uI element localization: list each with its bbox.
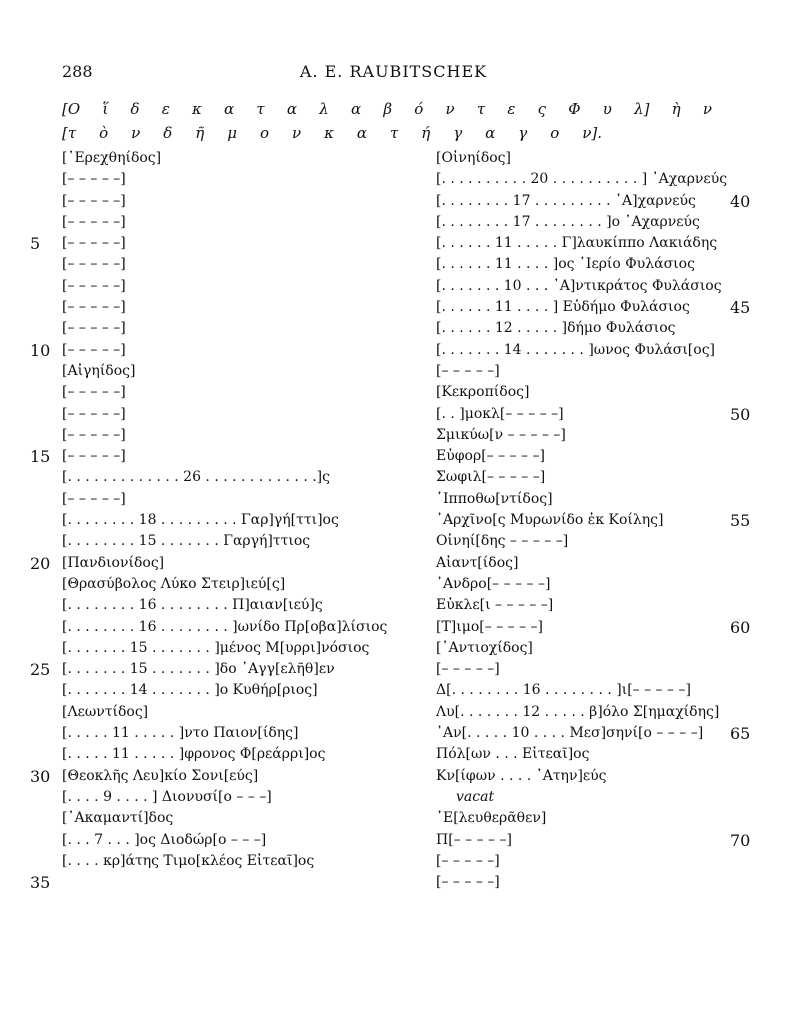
right-column — [436, 148, 736, 893]
inscription-line: [– – – – –] — [62, 256, 126, 273]
heading-line-2: [τ ὸ ν δ ῆ μ ο ν κ α τ ή γ α γ ο ν]. — [62, 124, 602, 142]
inscription-line: [. . . . . 11 . . . . . ]ντο Παιον[ίδης] — [62, 725, 299, 742]
inscription-line: [Λεωντίδος] — [62, 703, 149, 720]
inscription-line: [. . . . . . . . 18 . . . . . . . . . Γαρ]γή[ττι]ος — [62, 512, 339, 529]
inscription-line: [Θεοκλῆς Λευ]κίο Σονι[εύς] — [62, 767, 259, 784]
inscription-line: [– – – – –] — [62, 320, 126, 337]
inscription-line: [. . . . . . . . 16 . . . . . . . . Π]αιαν[ιεύ]ς — [62, 597, 323, 614]
inscription-line: [. . . . . . . 14 . . . . . . . ]ωνος Φυλάσι[ος] — [436, 341, 715, 358]
inscription-line: Π[– – – – –] — [436, 831, 512, 848]
line-number: 30 — [30, 766, 51, 786]
inscription-line: [– – – – –] — [436, 661, 500, 678]
line-number: 45 — [730, 298, 751, 318]
inscription-line: [. . . . . . . . 16 . . . . . . . . ]ωνίδο Πρ[οβα]λίσιος — [62, 618, 388, 635]
inscription-line: Σμικύω[ν – – – – –] — [436, 426, 566, 443]
inscription-line: [. . . . . . . 15 . . . . . . . ]μένος Μ[υρρι]νόσιος — [62, 639, 370, 656]
inscription-line: [– – – – –] — [436, 362, 500, 379]
inscription-line: ᾿Ε[λευθερᾶθεν] — [436, 810, 547, 827]
inscription-line: [. . . . 9 . . . . ] Διονυσί[ο – – –] — [62, 788, 272, 805]
inscription-line: Πόλ[ων . . . Εἰτεαῖ]ος — [436, 746, 590, 763]
inscription-line: [. . . . . . . 10 . . . ᾿Α]ντικράτος Φυλάσιος — [436, 277, 722, 294]
inscription-line: [– – – – –] — [62, 341, 126, 358]
line-number: 20 — [30, 553, 51, 573]
inscription-line: ᾿Αν[. . . . . 10 . . . . Μεσ]σηνί[ο – – – –] — [436, 725, 704, 742]
inscription-line: [– – – – –] — [62, 171, 126, 188]
inscription-line: [. . . . . . 11 . . . . . Γ]λαυκίππο Λακιάδης — [436, 235, 718, 252]
inscription-line: [. . . . . . . . . . 20 . . . . . . . . . . ] ᾿Αχαρνεύς — [436, 171, 728, 188]
inscription-line: [– – – – –] — [62, 448, 126, 465]
line-number: 60 — [730, 617, 751, 637]
inscription-line: [. . . . κρ]άτης Τιμο[κλέος Εἰτεαῖ]ος — [62, 852, 315, 869]
inscription-line: [. . . . . . . . . . . . . 26 . . . . . . . . . . . . .]ς — [62, 469, 330, 486]
inscription-line: [– – – – –] — [62, 235, 126, 252]
inscription-line: [– – – – –] — [62, 299, 126, 316]
inscription-line: Σωφιλ[– – – – –] — [436, 469, 546, 486]
inscription-line: [Οἰνηίδος] — [436, 150, 511, 166]
inscription-line: Κν[ίφων . . . . ᾿Ατην]εύς — [436, 767, 607, 784]
line-number: 70 — [730, 830, 751, 850]
line-number: 15 — [30, 447, 51, 467]
inscription-line: Οἰνηί[δης – – – – –] — [436, 533, 569, 550]
inscription-line: [Αἰγηίδος] — [62, 362, 136, 379]
inscription-line: [– – – – –] — [62, 213, 126, 230]
line-number: 35 — [30, 873, 51, 893]
inscription-line: [– – – – –] — [62, 490, 126, 507]
page-number: 288 — [62, 62, 93, 81]
inscription-line: [. . . . . . 11 . . . . ] Εὐδήμο Φυλάσιος — [436, 299, 690, 316]
inscription-line: ᾿Ανδρο[– – – – –] — [436, 575, 551, 592]
inscription-line: [. . . . . . . . 17 . . . . . . . . . ᾿Α]χαρνεύς — [436, 192, 696, 209]
inscription-line: [Θρασύβολος Λύκο Στειρ]ιεύ[ς] — [62, 575, 286, 592]
inscription-line: [. . . . . . . . 17 . . . . . . . . ]ο ᾿Αχαρνεύς — [436, 213, 700, 230]
inscription-line: Αἰαντ[ίδος] — [436, 554, 519, 571]
inscription-line: [᾿Ακαμαντί]δος — [62, 810, 174, 827]
inscription-line: [– – – – –] — [62, 405, 126, 422]
line-number: 5 — [30, 234, 41, 254]
inscription-line: [. . . . . . 11 . . . . ]ος ῾Ιερίο Φυλάσιος — [436, 256, 695, 273]
line-number: 55 — [730, 511, 751, 531]
inscription-line: [. . . . . . . 14 . . . . . . . ]ο Κυθήρ[ριος] — [62, 682, 318, 699]
inscription-line: [– – – – –] — [62, 277, 126, 294]
inscription-line: Εὐκλε[ι – – – – –] — [436, 597, 554, 614]
inscription-line: [. . . . . . . 15 . . . . . . . ]δο ᾿Αγγ[ελῆθ]εν — [62, 661, 335, 678]
running-head: A. E. RAUBITSCHEK — [299, 62, 488, 81]
inscription-line: [– – – – –] — [62, 384, 126, 401]
inscription-line: ᾿Αρχῖνο[ς Μυρωνίδο ἐκ Κοίλης] — [436, 512, 664, 529]
inscription-line: Δ[. . . . . . . . 16 . . . . . . . . ]ι[– – – – –] — [436, 682, 691, 699]
inscription-line: [. . . 7 . . . ]ος Διοδώρ[ο – – –] — [62, 831, 267, 848]
inscription-line: [. . ]μοκλ[– – – – –] — [436, 405, 564, 422]
line-number: 25 — [30, 660, 51, 680]
inscription-line: [– – – – –] — [436, 852, 500, 869]
line-number: 65 — [730, 724, 751, 744]
inscription-line: [– – – – –] — [436, 874, 500, 891]
inscription-line: [᾿Ερεχθηίδος] — [62, 150, 162, 166]
heading-line-1: [Ο ἵ δ ε κ α τ α λ α β ό ν τ ε ς Φ υ λ] ὴ ν — [62, 100, 712, 118]
inscription-line: [– – – – –] — [62, 192, 126, 209]
inscription-line: Εὐφορ[– – – – –] — [436, 448, 545, 465]
inscription-line: vacat — [456, 788, 495, 805]
inscription-line: Λυ[. . . . . . . 12 . . . . . β]όλο Σ[ημαχίδης] — [436, 703, 720, 720]
line-number: 10 — [30, 340, 51, 360]
left-column — [62, 148, 422, 872]
line-number: 40 — [730, 191, 751, 211]
inscription-line: [. . . . . 11 . . . . . ]φρονος Φ[ρεάρρι]ος — [62, 746, 326, 763]
line-number: 50 — [730, 404, 751, 424]
inscription-line: [Πανδιονίδος] — [62, 554, 165, 571]
inscription-line: ῾Ιπποθω[ντίδος] — [436, 490, 553, 507]
inscription-line: [Τ]ιμο[– – – – –] — [436, 618, 544, 635]
inscription-line: [– – – – –] — [62, 426, 126, 443]
inscription-line: [᾿Αντιοχίδος] — [436, 639, 533, 656]
inscription-line: [. . . . . . . . 15 . . . . . . . Γαργή]ττιος — [62, 533, 311, 550]
inscription-line: [Κεκροπίδος] — [436, 384, 530, 401]
inscription-line: [. . . . . . 12 . . . . . ]δήμο Φυλάσιος — [436, 320, 676, 337]
